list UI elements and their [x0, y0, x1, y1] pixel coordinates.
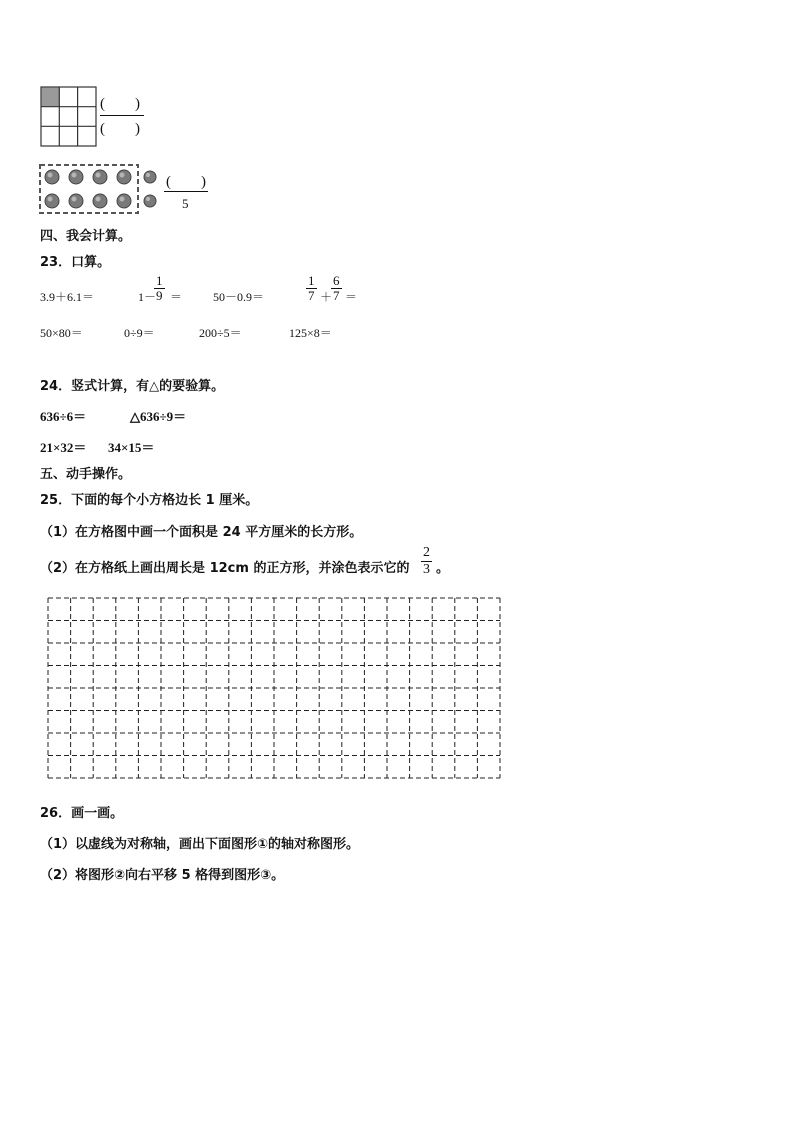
- balls-figure: [38, 162, 168, 218]
- q25-part2-frac: [421, 545, 432, 578]
- fraction1-denominator-blank[interactable]: ( ): [100, 121, 140, 137]
- frac-num: 6: [333, 273, 340, 288]
- ball-in-box: [93, 170, 107, 184]
- ball-highlight: [120, 197, 125, 202]
- q23-expr-4-frac-b: [331, 274, 342, 303]
- frac-den: 9: [156, 288, 163, 303]
- fraction2-numerator-blank[interactable]: ( ): [166, 174, 206, 190]
- ball-highlight: [72, 173, 77, 178]
- q23-expr-2-eq: ＝: [170, 290, 183, 304]
- q23-expr-1: 3.9＋6.1＝: [40, 290, 95, 304]
- ball-highlight: [48, 173, 53, 178]
- ball-highlight: [146, 173, 150, 177]
- q23-expr-3: 50－0.9＝: [213, 290, 265, 304]
- q24-expr-2: △636÷9＝: [130, 409, 187, 424]
- ball-in-box: [69, 170, 83, 184]
- shaded-cell: [42, 88, 60, 107]
- q25-part2-text: （2）在方格纸上画出周长是 12cm 的正方形，并涂色表示它的: [40, 561, 410, 576]
- ball-outside: [144, 171, 156, 183]
- q23-expr-4-frac-a: [306, 274, 317, 303]
- q23-expr-2-frac: [154, 274, 165, 303]
- frac-den: 3: [423, 562, 430, 577]
- ball-in-box: [45, 170, 59, 184]
- frac-den: 7: [308, 288, 315, 303]
- fraction2-bar: [164, 191, 208, 192]
- q24-expr-1: 636÷6＝: [40, 409, 87, 424]
- frac-num: 1: [156, 273, 163, 288]
- q25-part2-suffix: 。: [436, 561, 450, 576]
- dashed-grid-paper[interactable]: [46, 596, 502, 780]
- ball-outside: [144, 195, 156, 207]
- q26-part2: （2）将图形②向右平移 5 格得到图形③。: [40, 868, 285, 883]
- q23-expr-4-plus: ＋: [320, 290, 333, 304]
- ball-highlight: [72, 197, 77, 202]
- frac-num: 1: [308, 273, 315, 288]
- frac-num: 2: [423, 545, 430, 560]
- fraction1-numerator-blank[interactable]: ( ): [100, 96, 140, 112]
- ball-in-box: [117, 194, 131, 208]
- q25-part2: [40, 557, 409, 576]
- q23-expr-4-eq: ＝: [345, 290, 358, 304]
- q26-title: 26．画一画。: [40, 806, 124, 821]
- frac-den: 7: [333, 288, 340, 303]
- ball-in-box: [45, 194, 59, 208]
- ball-highlight: [146, 197, 150, 201]
- q23-expr-2-prefix: 1－: [138, 290, 157, 304]
- ball-highlight: [48, 197, 53, 202]
- q23-expr-5: 50×80＝: [40, 326, 83, 340]
- q25-part1: （1）在方格图中画一个面积是 24 平方厘米的长方形。: [40, 525, 363, 540]
- q23-expr-8: 125×8＝: [289, 326, 332, 340]
- section5-title: 五、动手操作。: [40, 467, 132, 482]
- q24-title: 24．竖式计算，有△的要验算。: [40, 379, 225, 394]
- ball-highlight: [120, 173, 125, 178]
- q26-part1: （1）以虚线为对称轴，画出下面图形①的轴对称图形。: [40, 837, 360, 852]
- q24-expr-4: 34×15＝: [108, 440, 155, 455]
- ball-in-box: [93, 194, 107, 208]
- ball-highlight: [96, 173, 101, 178]
- fraction2-denominator: 5: [182, 196, 189, 211]
- q23-expr-6: 0÷9＝: [124, 326, 155, 340]
- ball-in-box: [117, 170, 131, 184]
- q25-title: 25．下面的每个小方格边长 1 厘米。: [40, 493, 259, 508]
- fraction-grid-figure: [40, 86, 98, 148]
- q23-expr-7: 200÷5＝: [199, 326, 242, 340]
- ball-highlight: [96, 197, 101, 202]
- section4-title: 四、我会计算。: [40, 229, 132, 244]
- fraction1-bar: [100, 115, 144, 116]
- q23-title: 23．口算。: [40, 255, 111, 270]
- ball-in-box: [69, 194, 83, 208]
- q24-expr-3: 21×32＝: [40, 440, 87, 455]
